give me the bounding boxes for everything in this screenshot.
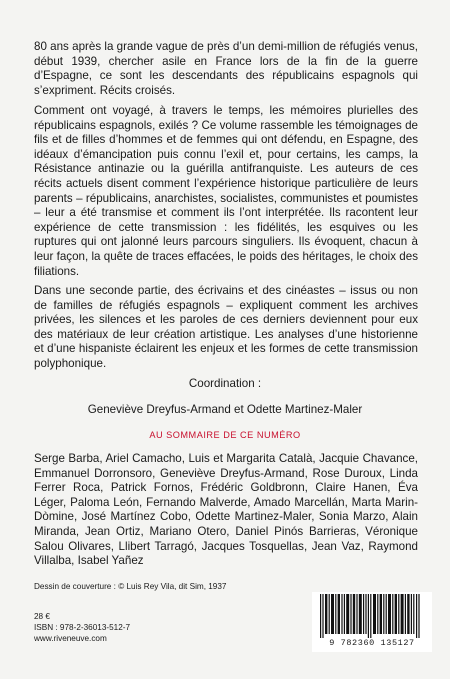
coordination-label: Coordination : — [188, 377, 262, 390]
barcode-bars-icon — [312, 592, 432, 638]
barcode-digits: 9 782360 135127 — [329, 638, 415, 648]
second-part-paragraph: Dans une seconde partie, des écrivains et des cinéastes – issus ou non de familles de réfugiés espagnols – expliquent comment les archives privées, les silences et les paroles de ces derniers deviennent pour eux des matériaux de leur création artistique. Les analyses d’une historienne et d’une hispaniste éclairent les enjeux et les formes de cette transmission polyphonique. — [34, 284, 418, 370]
isbn: ISBN : 978-2-36013-512-7 — [34, 623, 131, 632]
website: www.riveneuve.com — [34, 634, 107, 643]
coordinators: Geneviève Dreyfus-Armand et Odette Martinez-Maler — [87, 403, 363, 416]
sommaire-heading: AU SOMMAIRE DE CE NUMÉRO — [149, 430, 301, 440]
barcode — [312, 592, 432, 652]
body-paragraph: Comment ont voyagé, à travers le temps, les mémoires plurielles des républicains espagnols, exilés ? Ce volume rassemble les témoignages de fils et de filles d’hommes et de femmes qui ont défendu, en Espagne, des idéaux d’émancipation puis connu l’exil et, pour certains, les camps, la Résistance antinazie ou la guérilla antifranquiste. Les auteurs de ces récits actuels disent comment l’expérience historique particulière de leurs parents – républicains, anarchistes, socialistes, communistes et poumistes – leur a été transmise et comment ils l’ont interprétée. Ils racontent leur expérience de cette transmission : les fidélités, les esquives ou les ruptures qui ont jalonné leurs parcours singuliers. Ils évoquent, chacun à leur façon, la quête de traces effacées, le poids des héritages, le choix des filiations. — [34, 104, 418, 278]
authors-list: Serge Barba, Ariel Camacho, Luis et Margarita Català, Jacquie Chavance, Emmanuel Dorronsoro, Geneviève Dreyfus-Armand, Rose Duroux, Linda Ferrer Roca, Patrick Fornos, Frédéric Goldbronn, Claire Hanen, Éva Léger, Paloma León, Fernando Malverde, Amado Marcellán, Marta Marin-Dòmine, José Martínez Cobo, Odette Martinez-Maler, Sonia Marzo, Alain Miranda, Jean Ortiz, Mariano Otero, Daniel Pinós Barrieras, Véronique Salou Olivares, Llibert Tarragó, Jacques Tosquellas, Jean Vaz, Raymond Villalba, Isabel Yañez — [34, 452, 418, 568]
intro-paragraph: 80 ans après la grande vague de près d’un demi-million de réfugiés venus, début 1939, chercher asile en France lors de la fin de la guerre d’Espagne, ce sont les descendants des républicains espagnols qui s’expriment. Récits croisés. — [34, 40, 418, 97]
cover-credit: Dessin de couverture : © Luis Rey Vila, dit Sim, 1937 — [34, 582, 227, 591]
price: 28 € — [34, 612, 50, 621]
